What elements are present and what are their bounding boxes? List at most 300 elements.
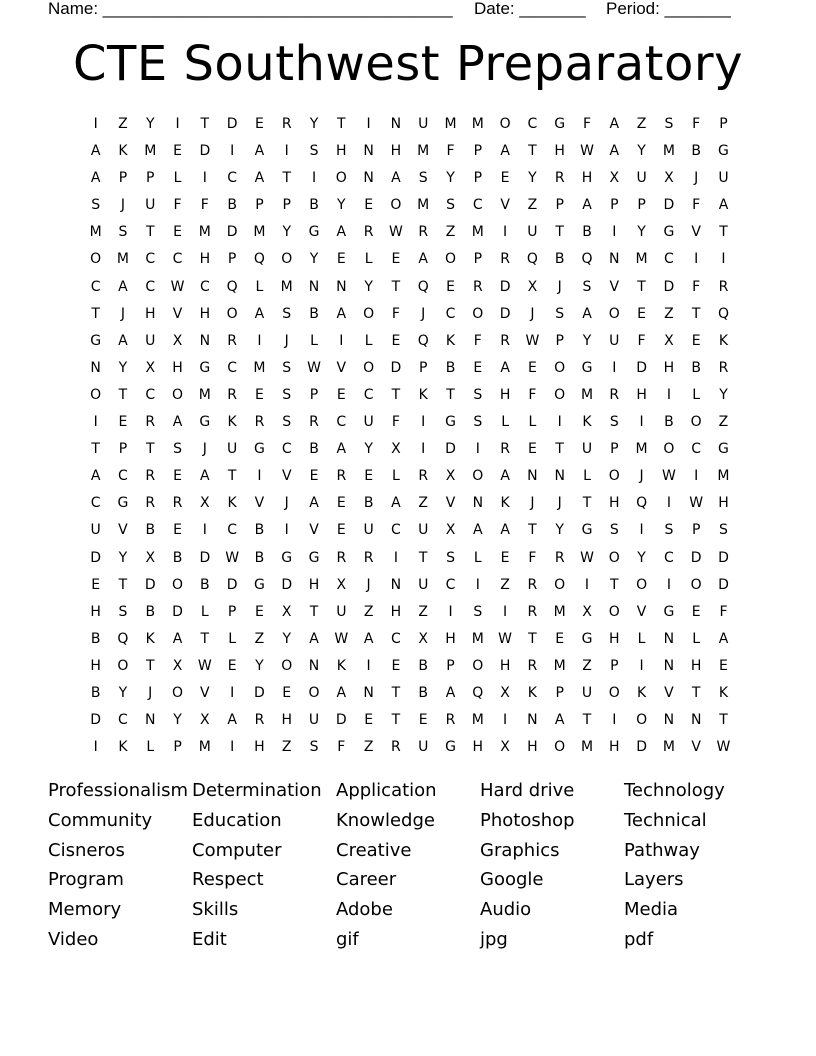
grid-letter: R: [500, 251, 510, 268]
grid-letter: Y: [309, 116, 319, 132]
grid-letter: Z: [664, 305, 674, 322]
grid-letter: V: [500, 197, 510, 214]
grid-letter: O: [363, 359, 375, 376]
grid-letter: N: [554, 468, 565, 485]
grid-letter: Y: [364, 441, 373, 458]
grid-letter: Q: [717, 305, 729, 322]
grid-letter: I: [284, 522, 289, 539]
grid-letter: E: [391, 657, 401, 674]
grid-letter: E: [418, 712, 428, 729]
grid-letter: O: [172, 576, 184, 593]
grid-letter: L: [583, 468, 591, 485]
grid-letter: I: [230, 739, 235, 756]
grid-letter: U: [308, 712, 320, 729]
grid-letter: W: [580, 143, 594, 160]
grid-letter: C: [118, 712, 128, 729]
grid-letter: X: [172, 332, 183, 349]
grid-letter: W: [225, 549, 240, 566]
grid-letter: E: [255, 386, 264, 403]
grid-letter: H: [254, 739, 265, 756]
grid-letter: F: [637, 332, 646, 349]
word-list-item: Professionalism: [48, 780, 189, 801]
grid-letter: S: [118, 603, 128, 620]
grid-letter: O: [281, 657, 293, 674]
grid-letter: W: [661, 468, 676, 485]
grid-letter: C: [663, 251, 674, 268]
grid-letter: H: [144, 305, 156, 322]
grid-letter: R: [554, 170, 565, 187]
grid-letter: D: [690, 549, 702, 566]
grid-letter: D: [499, 278, 511, 295]
grid-letter: K: [527, 684, 537, 701]
grid-letter: H: [636, 386, 647, 403]
grid-letter: M: [662, 739, 675, 756]
grid-letter: J: [120, 305, 126, 322]
grid-letter: R: [145, 414, 156, 431]
grid-letter: D: [390, 359, 402, 376]
grid-letter: E: [336, 522, 346, 539]
grid-letter: T: [555, 441, 564, 458]
grid-letter: M: [444, 116, 457, 132]
grid-letter: U: [418, 116, 429, 132]
grid-letter: U: [363, 414, 374, 431]
grid-letter: B: [691, 359, 701, 376]
grid-letter: R: [718, 359, 729, 376]
grid-letter: T: [446, 386, 455, 403]
grid-letter: U: [227, 441, 238, 458]
grid-letter: F: [446, 143, 455, 160]
grid-letter: C: [145, 251, 156, 268]
grid-letter: M: [144, 143, 157, 160]
name-field-label: Name: _____________________________________: [48, 0, 453, 18]
grid-letter: O: [690, 414, 702, 431]
grid-letter: K: [227, 414, 237, 431]
grid-letter: P: [610, 657, 619, 674]
grid-letter: Q: [526, 251, 538, 268]
grid-letter: P: [473, 170, 483, 187]
grid-letter: I: [366, 657, 371, 674]
grid-letter: Q: [226, 278, 238, 295]
grid-letter: F: [173, 197, 182, 214]
grid-letter: I: [257, 332, 262, 349]
grid-letter: A: [254, 305, 265, 322]
grid-letter: C: [199, 278, 210, 295]
grid-letter: Z: [254, 630, 265, 647]
grid-letter: G: [199, 414, 211, 431]
grid-letter: C: [227, 170, 238, 187]
grid-letter: G: [445, 739, 456, 756]
grid-letter: B: [418, 684, 429, 701]
grid-letter: S: [173, 441, 182, 458]
grid-letter: S: [664, 522, 674, 539]
grid-letter: I: [721, 251, 726, 268]
grid-letter: M: [280, 278, 293, 295]
grid-letter: P: [255, 197, 264, 214]
word-list: [48, 778, 768, 957]
grid-letter: N: [663, 657, 675, 674]
grid-letter: M: [417, 143, 430, 160]
grid-letter: M: [717, 468, 730, 485]
grid-letter: C: [663, 549, 674, 566]
grid-letter: O: [690, 576, 702, 593]
grid-letter: E: [473, 359, 483, 376]
grid-letter: E: [255, 116, 264, 132]
grid-letter: V: [609, 278, 620, 295]
grid-letter: E: [336, 495, 346, 512]
grid-letter: X: [500, 684, 510, 701]
grid-letter: S: [664, 116, 674, 132]
grid-letter: G: [308, 549, 320, 566]
page-title: CTE Southwest Preparatory: [73, 36, 743, 92]
word-list-item: Education: [192, 809, 282, 831]
grid-letter: A: [418, 251, 428, 268]
grid-letter: O: [308, 684, 320, 701]
word-list-item: Video: [48, 928, 99, 950]
word-list-item: Technical: [624, 809, 707, 831]
grid-letter: P: [555, 684, 564, 701]
grid-letter: D: [199, 143, 211, 160]
grid-letter: H: [90, 603, 101, 620]
grid-letter: V: [200, 684, 210, 701]
grid-letter: V: [172, 305, 183, 322]
grid-letter: T: [145, 224, 155, 241]
grid-letter: C: [90, 495, 101, 512]
grid-letter: C: [281, 441, 292, 458]
grid-letter: U: [581, 684, 593, 701]
grid-letter: F: [337, 739, 346, 756]
grid-letter: F: [528, 549, 537, 566]
grid-letter: G: [581, 522, 593, 539]
grid-letter: I: [257, 468, 262, 485]
grid-letter: M: [471, 630, 484, 647]
word-list-item: Google: [480, 869, 544, 891]
grid-letter: T: [610, 576, 619, 593]
grid-letter: G: [581, 630, 593, 647]
grid-letter: P: [418, 359, 428, 376]
grid-letter: P: [691, 522, 701, 539]
grid-letter: S: [555, 305, 565, 322]
grid-letter: R: [445, 712, 456, 729]
grid-letter: Y: [173, 712, 182, 729]
grid-letter: S: [309, 143, 319, 160]
grid-letter: F: [692, 116, 701, 132]
grid-letter: B: [363, 495, 374, 512]
grid-letter: N: [663, 630, 675, 647]
grid-letter: K: [118, 739, 128, 756]
grid-letter: O: [226, 305, 238, 322]
grid-letter: E: [255, 603, 264, 620]
grid-letter: E: [391, 251, 401, 268]
grid-letter: R: [145, 468, 156, 485]
grid-letter: X: [391, 441, 401, 458]
grid-letter: H: [554, 143, 565, 160]
grid-letter: Q: [581, 251, 593, 268]
grid-letter: C: [391, 522, 401, 539]
grid-letter: H: [718, 495, 729, 512]
word-list-item: pdf: [624, 928, 654, 950]
grid-letter: L: [228, 630, 237, 647]
grid-letter: A: [118, 332, 128, 349]
grid-letter: Y: [282, 630, 291, 647]
grid-letter: C: [172, 251, 183, 268]
grid-letter: N: [663, 712, 675, 729]
grid-letter: B: [172, 549, 183, 566]
grid-letter: S: [282, 305, 292, 322]
grid-letter: A: [718, 197, 729, 214]
grid-letter: H: [581, 170, 593, 187]
grid-letter: I: [666, 576, 671, 593]
grid-letter: L: [473, 549, 482, 566]
grid-letter: D: [718, 549, 729, 566]
grid-letter: U: [581, 441, 593, 458]
word-list-item: Skills: [192, 899, 239, 921]
grid-letter: A: [500, 359, 510, 376]
grid-letter: N: [609, 251, 620, 268]
grid-letter: X: [527, 278, 538, 295]
grid-letter: O: [608, 684, 620, 701]
grid-letter: I: [584, 576, 590, 593]
grid-letter: T: [145, 441, 155, 458]
grid-letter: G: [554, 116, 566, 132]
grid-letter: C: [145, 278, 156, 295]
grid-letter: F: [200, 197, 209, 214]
grid-letter: I: [666, 495, 671, 512]
grid-letter: T: [118, 576, 128, 593]
grid-letter: R: [227, 386, 237, 403]
word-list-item: Graphics: [480, 839, 560, 861]
grid-letter: C: [227, 522, 238, 539]
grid-letter: H: [690, 657, 702, 674]
word-list-item: Audio: [480, 899, 532, 921]
grid-letter: Z: [582, 657, 592, 674]
grid-letter: V: [664, 684, 674, 701]
grid-letter: Y: [118, 684, 128, 701]
grid-letter: W: [388, 224, 403, 241]
grid-letter: S: [446, 549, 455, 566]
grid-letter: S: [418, 170, 428, 187]
grid-letter: K: [118, 143, 128, 160]
grid-letter: F: [692, 278, 701, 295]
grid-letter: K: [718, 332, 729, 349]
grid-letter: K: [418, 386, 428, 403]
grid-letter: M: [662, 143, 675, 160]
grid-letter: T: [418, 549, 428, 566]
grid-letter: N: [390, 116, 402, 132]
grid-letter: G: [718, 143, 729, 160]
grid-letter: I: [639, 522, 644, 539]
grid-letter: J: [530, 305, 535, 322]
grid-letter: K: [145, 630, 155, 647]
grid-letter: D: [144, 576, 156, 593]
grid-letter: J: [530, 495, 535, 512]
grid-letter: I: [612, 359, 617, 376]
grid-letter: J: [694, 170, 699, 187]
grid-letter: O: [499, 116, 511, 132]
grid-letter: V: [281, 468, 292, 485]
grid-letter: H: [199, 305, 211, 322]
grid-letter: J: [284, 332, 289, 349]
grid-letter: K: [636, 684, 647, 701]
grid-letter: D: [226, 576, 238, 593]
grid-letter: V: [445, 495, 456, 512]
grid-letter: S: [473, 603, 483, 620]
grid-letter: J: [202, 441, 207, 458]
grid-letter: Q: [253, 251, 265, 268]
grid-letter: A: [363, 630, 374, 647]
grid-letter: D: [226, 224, 238, 241]
grid-letter: G: [281, 549, 293, 566]
grid-letter: P: [555, 197, 564, 214]
grid-letter: Y: [446, 170, 455, 187]
grid-letter: B: [200, 576, 210, 593]
grid-letter: J: [120, 197, 126, 214]
word-list-item: Cisneros: [48, 839, 125, 861]
grid-letter: C: [391, 630, 401, 647]
grid-letter: O: [281, 251, 293, 268]
grid-letter: C: [227, 359, 238, 376]
grid-letter: P: [719, 116, 728, 132]
grid-letter: B: [309, 305, 319, 322]
grid-letter: C: [445, 305, 456, 322]
grid-letter: E: [364, 197, 374, 214]
grid-letter: O: [554, 359, 566, 376]
grid-letter: X: [145, 549, 156, 566]
grid-letter: N: [363, 170, 374, 187]
grid-letter: T: [391, 712, 401, 729]
grid-letter: E: [719, 657, 728, 674]
grid-letter: V: [636, 603, 647, 620]
grid-letter: G: [117, 495, 129, 512]
grid-letter: L: [692, 386, 701, 403]
grid-letter: Y: [282, 224, 291, 241]
grid-letter: O: [117, 657, 129, 674]
grid-letter: A: [254, 143, 265, 160]
grid-letter: N: [308, 657, 320, 674]
grid-letter: B: [90, 630, 101, 647]
word-list-item: Pathway: [624, 839, 700, 861]
grid-letter: T: [391, 684, 401, 701]
grid-letter: T: [637, 278, 646, 295]
grid-letter: B: [554, 251, 565, 268]
grid-letter: B: [227, 197, 237, 214]
grid-letter: Z: [363, 603, 374, 620]
grid-letter: E: [173, 468, 182, 485]
grid-letter: A: [582, 305, 592, 322]
grid-letter: X: [200, 495, 210, 512]
word-list-item: Determination: [192, 780, 322, 801]
grid-letter: I: [612, 224, 617, 241]
grid-letter: J: [284, 495, 289, 512]
grid-letter: D: [663, 197, 675, 214]
grid-letter: R: [363, 224, 374, 241]
grid-letter: B: [254, 549, 265, 566]
grid-letter: R: [336, 549, 347, 566]
word-list-item: Application: [336, 780, 437, 801]
grid-letter: M: [116, 251, 129, 268]
grid-letter: T: [145, 657, 155, 674]
grid-letter: L: [392, 468, 400, 485]
grid-letter: R: [609, 386, 620, 403]
grid-letter: P: [637, 197, 646, 214]
grid-letter: N: [336, 278, 347, 295]
grid-letter: R: [309, 414, 319, 431]
grid-letter: O: [636, 576, 648, 593]
grid-letter: I: [421, 441, 426, 458]
grid-letter: Y: [719, 386, 728, 403]
grid-letter: I: [93, 739, 98, 756]
grid-letter: V: [691, 224, 701, 241]
grid-letter: K: [718, 684, 729, 701]
grid-letter: O: [90, 251, 102, 268]
grid-letter: X: [281, 603, 292, 620]
grid-letter: A: [582, 197, 592, 214]
grid-letter: M: [198, 739, 211, 756]
grid-letter: C: [336, 414, 347, 431]
grid-letter: W: [334, 630, 349, 647]
grid-letter: L: [364, 251, 373, 268]
grid-letter: Y: [637, 143, 646, 160]
grid-letter: G: [445, 414, 456, 431]
grid-letter: A: [391, 170, 401, 187]
grid-letter: O: [608, 603, 620, 620]
grid-letter: Y: [255, 657, 264, 674]
grid-letter: H: [445, 630, 456, 647]
grid-letter: S: [719, 522, 728, 539]
grid-letter: E: [173, 224, 182, 241]
grid-letter: I: [503, 603, 508, 620]
grid-letter: A: [200, 468, 210, 485]
grid-letter: R: [554, 549, 565, 566]
grid-letter: B: [418, 657, 429, 674]
grid-letter: I: [366, 116, 371, 132]
grid-letter: I: [448, 603, 453, 620]
grid-letter: X: [500, 739, 510, 756]
grid-letter: C: [691, 441, 702, 458]
grid-letter: R: [527, 657, 538, 674]
grid-letter: I: [612, 712, 617, 729]
grid-letter: Z: [363, 739, 374, 756]
grid-letter: B: [664, 414, 674, 431]
grid-letter: R: [718, 278, 729, 295]
grid-letter: V: [254, 495, 265, 512]
grid-letter: G: [199, 359, 211, 376]
grid-letter: A: [309, 495, 319, 512]
student-info-header: [48, 0, 768, 20]
grid-letter: A: [336, 441, 347, 458]
grid-letter: O: [172, 386, 184, 403]
grid-letter: N: [363, 684, 374, 701]
grid-letter: F: [473, 332, 482, 349]
grid-letter: H: [499, 386, 511, 403]
grid-letter: U: [418, 739, 429, 756]
grid-letter: L: [146, 739, 155, 756]
grid-letter: O: [363, 305, 375, 322]
grid-letter: A: [90, 468, 101, 485]
grid-letter: R: [527, 576, 538, 593]
grid-letter: P: [146, 170, 155, 187]
grid-letter: H: [336, 143, 347, 160]
grid-letter: T: [282, 170, 291, 187]
grid-letter: T: [91, 305, 100, 322]
grid-letter: O: [172, 684, 184, 701]
period-field-label: Period: _______: [606, 0, 731, 18]
grid-letter: W: [197, 657, 212, 674]
grid-letter: R: [500, 332, 510, 349]
grid-letter: B: [582, 224, 592, 241]
grid-letter: R: [281, 116, 292, 132]
grid-letter: N: [90, 359, 101, 376]
grid-letter: I: [284, 143, 289, 160]
